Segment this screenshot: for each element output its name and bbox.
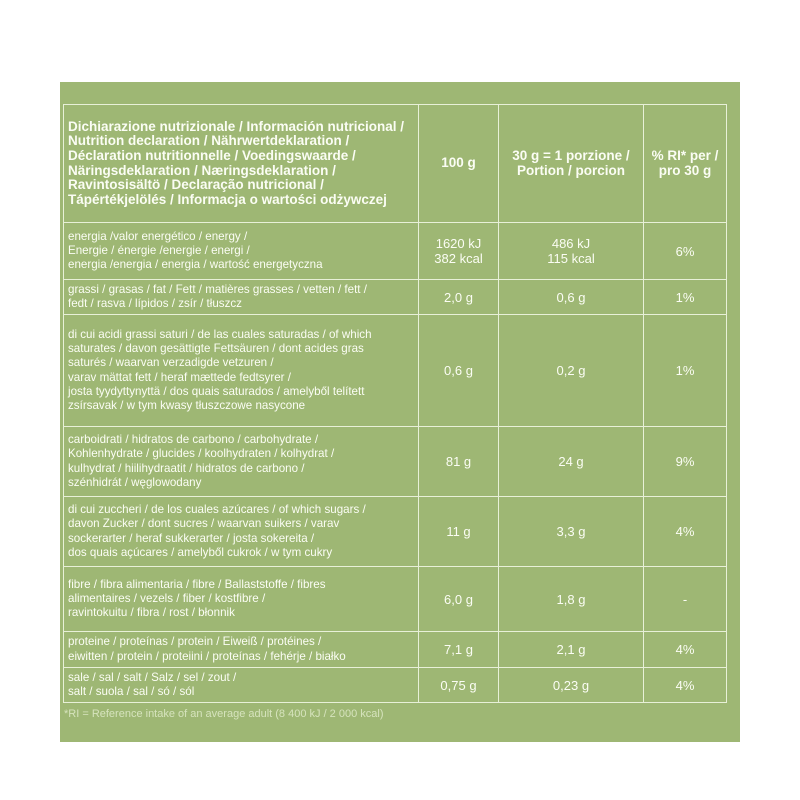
- value-per-portion: 0,23 g: [499, 668, 644, 703]
- nutrient-name-line: alimentaires / vezels / fiber / kostfibre /: [68, 591, 266, 605]
- nutrient-name-line: kulhydrat / hiilihydraatit / hidratos de carbono /: [68, 461, 305, 475]
- footnote: *RI = Reference intake of an average adult (8 400 kJ / 2 000 kcal): [64, 708, 384, 720]
- nutrient-row-fat: [64, 280, 727, 315]
- value-ri-percent: 6%: [644, 223, 727, 280]
- value-per-100g: 1620 kJ 382 kcal: [419, 223, 499, 280]
- nutrient-name-line: Kohlenhydrate / glucides / koolhydraten / kolhydrat /: [68, 447, 335, 461]
- nutrient-name-line: fibre / fibra alimentaria / fibre / Ballaststoffe / fibres: [68, 577, 326, 591]
- header-language-line: Déclaration nutritionnelle / Voedingswaarde /: [68, 147, 356, 163]
- value-per-100g: 6,0 g: [419, 567, 499, 632]
- nutrient-name-line: saturates / davon gesättigte Fettsäuren / dont acides gras: [68, 342, 364, 356]
- header-ri-percent: [644, 105, 727, 223]
- value-ri-percent: 1%: [644, 315, 727, 427]
- nutrient-name-line: di cui zuccheri / de los cuales azúcares / of which sugars /: [68, 503, 366, 517]
- nutrient-name: [64, 223, 419, 280]
- nutrient-name: [64, 668, 419, 703]
- nutrient-name: [64, 497, 419, 567]
- header-ri-line: % RI* per /: [651, 147, 719, 163]
- value-ri-percent: 1%: [644, 280, 727, 315]
- nutrient-name-line: sockerarter / heraf sukkerarter / josta sokereita /: [68, 531, 315, 545]
- nutrient-name-line: grassi / grasas / fat / Fett / matières grasses / vetten / fett /: [68, 282, 367, 296]
- nutrient-name: [64, 315, 419, 427]
- value-per-portion: 0,6 g: [499, 280, 644, 315]
- nutrition-table: [63, 104, 727, 703]
- nutrient-name-line: energia /energia / energia / wartość energetyczna: [68, 258, 323, 272]
- value-ri-percent: 9%: [644, 427, 727, 497]
- nutrient-row-saturates: [64, 315, 727, 427]
- nutrient-name-line: saturés / waarvan verzadigde vetzuren /: [68, 356, 274, 370]
- header-portion-line: 30 g = 1 porzione /: [512, 147, 630, 163]
- nutrient-name-line: ravintokuitu / fibra / rost / błonnik: [68, 606, 235, 620]
- value-per-portion: 0,2 g: [499, 315, 644, 427]
- header-portion-line: Portion / porcion: [517, 162, 625, 178]
- nutrient-name-line: di cui acidi grassi saturi / de las cuales saturadas / of which: [68, 327, 372, 341]
- value-ri-percent: 4%: [644, 632, 727, 668]
- nutrient-name-line: szénhidrát / węglowodany: [68, 475, 202, 489]
- nutrient-name-line: davon Zucker / dont sucres / waarvan suikers / varav: [68, 517, 340, 531]
- header-language-line: Tápértékjelölés / Informacja o wartości odżywczej: [68, 191, 387, 207]
- header-per-100g: 100 g: [419, 105, 499, 223]
- header-row: [64, 105, 727, 223]
- nutrient-name-line: fedt / rasva / lípidos / zsír / tłuszcz: [68, 297, 242, 310]
- value-ri-percent: 4%: [644, 497, 727, 567]
- header-language-line: Näringsdeklaration / Næringsdeklaration /: [68, 162, 336, 178]
- header-language-line: Ravintosisältö / Declaração nutricional /: [68, 177, 324, 193]
- header-language-line: Nutrition declaration / Nährwertdeklaration /: [68, 133, 350, 149]
- nutrient-name-line: carboidrati / hidratos de carbono / carbohydrate /: [68, 433, 319, 447]
- nutrient-name-line: varav mättat fett / heraf mættede fedtsyrer /: [68, 370, 291, 384]
- nutrient-name: [64, 632, 419, 668]
- nutrient-row-fibre: [64, 567, 727, 632]
- nutrient-name: [64, 567, 419, 632]
- nutrient-name-line: zsírsavak / w tym kwasy tłuszczowe nasycone: [68, 398, 306, 412]
- nutrient-name-line: Energie / énergie /energie / energi /: [68, 243, 250, 257]
- value-per-100g: 0,75 g: [419, 668, 499, 703]
- nutrient-name: [64, 280, 419, 315]
- value-per-100g: 11 g: [419, 497, 499, 567]
- value-per-100g: 2,0 g: [419, 280, 499, 315]
- value-per-100g: 7,1 g: [419, 632, 499, 668]
- nutrient-name-line: salt / suola / sal / só / sól: [68, 685, 195, 698]
- nutrient-name-line: energia /valor energético / energy /: [68, 229, 248, 243]
- nutrient-row-carbohydrate: [64, 427, 727, 497]
- value-ri-percent: 4%: [644, 668, 727, 703]
- value-per-portion: 2,1 g: [499, 632, 644, 668]
- header-language-line: Dichiarazione nutrizionale / Información nutricional /: [68, 118, 405, 134]
- nutrient-row-energy: [64, 223, 727, 280]
- value-per-100g: 81 g: [419, 427, 499, 497]
- value-per-100g: 0,6 g: [419, 315, 499, 427]
- nutrient-name-line: dos quais açúcares / amelyből cukrok / w tym cukry: [68, 545, 333, 559]
- nutrient-name-line: sale / sal / salt / Salz / sel / zout /: [68, 670, 237, 684]
- header-ri-line: pro 30 g: [658, 162, 712, 178]
- nutrient-row-salt: [64, 668, 727, 703]
- nutrient-name-line: josta tyydyttynyttä / dos quais saturados / amelyből telített: [68, 384, 365, 398]
- value-per-portion: 486 kJ 115 kcal: [499, 223, 644, 280]
- header-per-portion: [499, 105, 644, 223]
- value-ri-percent: -: [644, 567, 727, 632]
- nutrient-name-line: eiwitten / protein / proteiini / proteínas / fehérje / białko: [68, 649, 346, 663]
- value-per-portion: 3,3 g: [499, 497, 644, 567]
- nutrient-name: [64, 427, 419, 497]
- nutrient-row-protein: [64, 632, 727, 668]
- nutrient-name-line: proteine / proteínas / protein / Eiweiß / protéines /: [68, 635, 322, 649]
- header-languages: [64, 105, 419, 223]
- value-per-portion: 24 g: [499, 427, 644, 497]
- nutrient-row-sugars: [64, 497, 727, 567]
- value-per-portion: 1,8 g: [499, 567, 644, 632]
